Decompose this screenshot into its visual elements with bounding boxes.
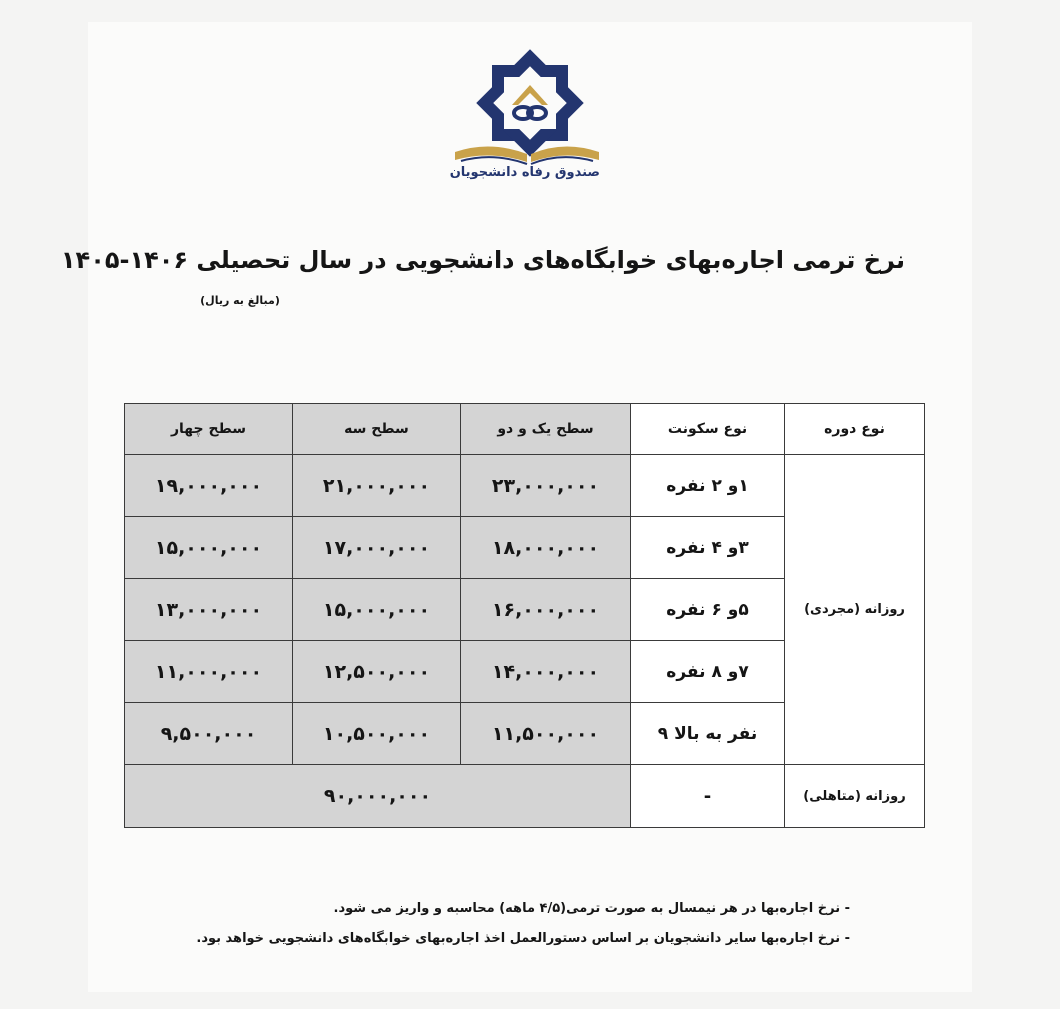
cell-level-3: ۱۵,۰۰۰,۰۰۰ xyxy=(293,579,461,641)
currency-note: (مبالغ به ریال) xyxy=(200,294,280,307)
cell-level-4: ۱۹,۰۰۰,۰۰۰ xyxy=(125,455,293,517)
cell-level-3: ۱۰,۵۰۰,۰۰۰ xyxy=(293,703,461,765)
cell-level-1-2: ۱۸,۰۰۰,۰۰۰ xyxy=(461,517,631,579)
cell-level-4: ۱۵,۰۰۰,۰۰۰ xyxy=(125,517,293,579)
cell-occupancy: ۱و ۲ نفره xyxy=(631,455,785,517)
cell-level-3: ۱۷,۰۰۰,۰۰۰ xyxy=(293,517,461,579)
footnote-1: - نرخ اجاره‌بها در هر نیمسال به صورت ترمی(۴/۵ ماهه) محاسبه و واریز می شود. xyxy=(333,901,850,916)
header-level-4: سطح چهار xyxy=(125,404,293,455)
cell-level-1-2: ۲۳,۰۰۰,۰۰۰ xyxy=(461,455,631,517)
cell-level-1-2: ۱۶,۰۰۰,۰۰۰ xyxy=(461,579,631,641)
header-residence-type: نوع سکونت xyxy=(631,404,785,455)
cell-married-amount: ۹۰,۰۰۰,۰۰۰ xyxy=(125,765,631,828)
cell-level-4: ۱۱,۰۰۰,۰۰۰ xyxy=(125,641,293,703)
cell-level-3: ۱۲,۵۰۰,۰۰۰ xyxy=(293,641,461,703)
page-title: نرخ ترمی اجاره‌بهای خوابگاه‌های دانشجویی در سال تحصیلی ۱۴۰۶-۱۴۰۵ xyxy=(60,246,905,274)
table-row xyxy=(125,455,925,517)
table-header-row xyxy=(125,404,925,455)
cell-occupancy: ۵و ۶ نفره xyxy=(631,579,785,641)
rent-table xyxy=(124,403,925,828)
header-period-type: نوع دوره xyxy=(785,404,925,455)
header-level-3: سطح سه xyxy=(293,404,461,455)
cell-occupancy: ۷و ۸ نفره xyxy=(631,641,785,703)
footnote-2: - نرخ اجاره‌بها سایر دانشجویان بر اساس دستورالعمل اخذ اجاره‌بهای خوابگاه‌های دانشجویی خواهد بود. xyxy=(196,931,850,946)
cell-married-occupancy: - xyxy=(631,765,785,828)
cell-occupancy: ۳و ۴ نفره xyxy=(631,517,785,579)
cell-married-period: روزانه (متاهلی) xyxy=(785,765,925,828)
cell-level-4: ۱۳,۰۰۰,۰۰۰ xyxy=(125,579,293,641)
cell-level-4: ۹,۵۰۰,۰۰۰ xyxy=(125,703,293,765)
table-row-married xyxy=(125,765,925,828)
footnotes xyxy=(170,894,850,954)
header-level-1-2: سطح یک و دو xyxy=(461,404,631,455)
logo-caption: صندوق رفاه دانشجویان xyxy=(449,165,600,180)
cell-single-period: روزانه (مجردی) xyxy=(785,455,925,765)
cell-occupancy: نفر به بالا ۹ xyxy=(631,703,785,765)
cell-level-1-2: ۱۴,۰۰۰,۰۰۰ xyxy=(461,641,631,703)
cell-level-3: ۲۱,۰۰۰,۰۰۰ xyxy=(293,455,461,517)
cell-level-1-2: ۱۱,۵۰۰,۰۰۰ xyxy=(461,703,631,765)
